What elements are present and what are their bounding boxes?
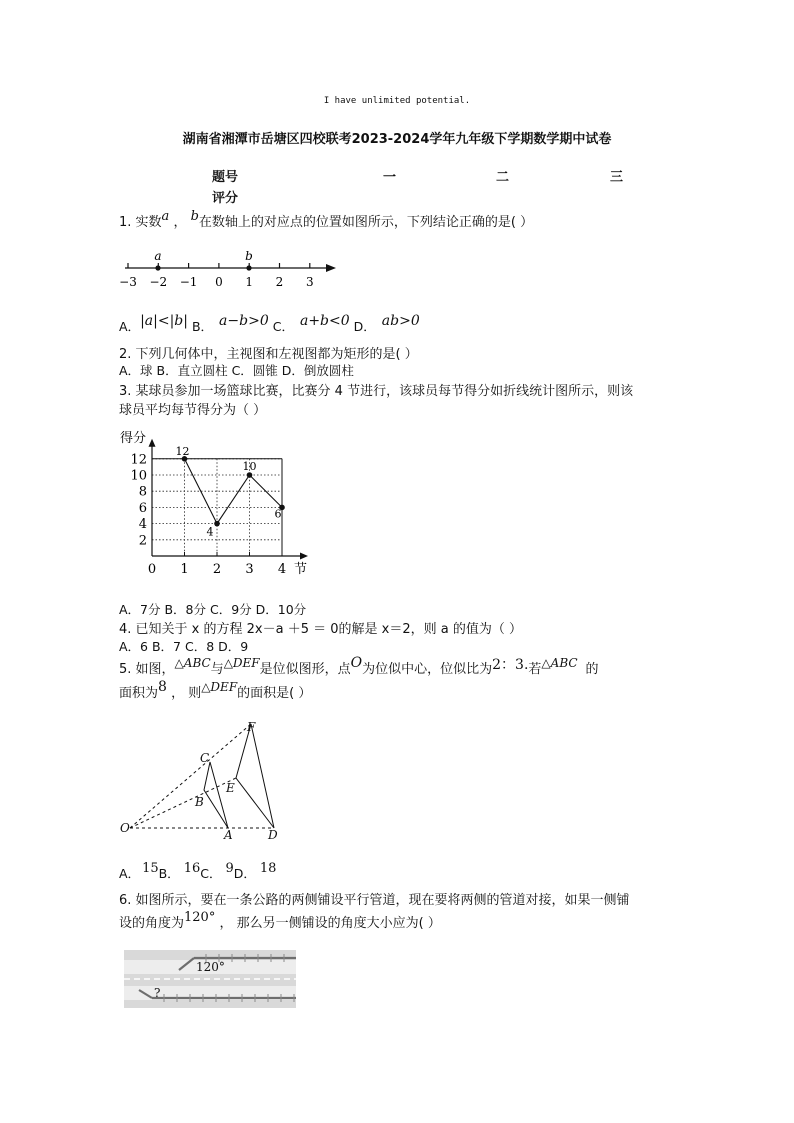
question-2-options: A．球 B．直立圆柱 C．圆锥 D．倒放圆柱 <box>119 363 354 378</box>
q1-comma: ， <box>169 215 187 230</box>
chart-x-tick-label: 1 <box>180 562 189 577</box>
number-line-tick-label: 3 <box>305 275 314 289</box>
chart-tick-labels <box>130 452 286 577</box>
fig-label-f: F <box>247 720 256 734</box>
fig-label-a: A <box>224 828 233 842</box>
q5-l1-mid2: 是位似图形，点 <box>259 662 351 677</box>
q5-option-b-val: 16 <box>183 861 201 876</box>
chart-x-axis-label: 节 <box>294 562 308 577</box>
score-table-col-3: 三 <box>610 170 624 185</box>
q1-option-a-letter: A． <box>119 319 141 334</box>
chart-data-label: 4 <box>206 525 214 539</box>
q5-area: 8 <box>158 679 167 695</box>
chart-x-tick-label: 2 <box>212 562 222 577</box>
q5-option-b-letter: B． <box>158 866 180 881</box>
exam-title: 湖南省湘潭市岳塘区四校联考2023-2024学年九年级下学期数学期中试卷 <box>182 132 612 147</box>
chart-y-tick-label: 2 <box>138 533 147 549</box>
point-b <box>246 265 251 270</box>
question-4-stem: 4. 已知关于 x 的方程 2x－a ＋5 ＝ 0的解是 x＝2，则 a 的值为（ ） <box>119 622 522 637</box>
q5-triangle-def-2: △DEF <box>201 680 238 694</box>
chart-x-tick-label: 0 <box>147 562 157 577</box>
question-6-stem-line-2 <box>119 912 441 931</box>
score-table-col-1: 一 <box>383 170 397 185</box>
number-line-tick-label: 0 <box>215 275 223 289</box>
chart-y-tick-label: 8 <box>138 484 147 500</box>
chart-x-tick-label: 4 <box>277 562 287 577</box>
q5-l1-mid4: 若 <box>528 662 542 677</box>
label-a: a <box>154 249 162 263</box>
fig-label-e: E <box>226 781 235 795</box>
motto: I have unlimited potential. <box>323 96 471 106</box>
chart-grid <box>152 459 282 556</box>
fig-label-o: O <box>120 821 130 835</box>
score-table-header-label: 题号 <box>212 170 239 185</box>
figure-angle-label: 120° <box>196 960 225 974</box>
chart-y-tick-label: 10 <box>130 468 147 484</box>
q6-angle: 120° <box>184 910 216 925</box>
figure-question-mark: ? <box>154 986 161 1000</box>
q1-text-post: 在数轴上的对应点的位置如图所示，下列结论正确的是( ） <box>198 215 534 230</box>
label-b: b <box>245 249 253 263</box>
question-5-stem-line-2 <box>119 679 312 701</box>
chart-x-axis-arrow <box>300 553 308 560</box>
number-line-arrow <box>326 264 336 272</box>
q5-option-d-letter: D． <box>233 866 256 881</box>
question-3-stem-line-2: 球员平均每节得分为（ ） <box>119 403 267 418</box>
question-1-stem <box>119 211 533 230</box>
q6-l2-post: ， 那么另一侧铺设的角度大小应为( ） <box>215 916 441 931</box>
q1-var-b: b <box>190 209 199 224</box>
q1-option-d-expr: ab>0 <box>381 313 420 329</box>
question-3-stem-line-1: 3. 某球员参加一场篮球比赛，比赛分 4 节进行，该球员每节得分如折线统计图所示，则该 <box>119 384 634 399</box>
q5-triangle-def: △DEF <box>223 656 260 670</box>
ray-o-e <box>130 778 236 828</box>
q1-option-b-expr: a−b>0 <box>219 313 269 329</box>
q5-l2-mid: ， 则 <box>166 686 202 701</box>
q5-option-a-val: 15 <box>142 861 159 876</box>
q1-option-c-letter: C． <box>272 319 294 334</box>
pipeline-road-figure <box>124 950 296 1008</box>
fig-label-b: B <box>195 795 204 809</box>
q1-var-a: a <box>161 209 170 224</box>
question-3-options: A．7分 B．8分 C．9分 D．10分 <box>119 602 307 617</box>
number-line-tick-label: −2 <box>149 275 168 289</box>
fig-label-c: C <box>200 751 210 765</box>
q5-l1-end: 的 <box>585 662 599 677</box>
chart-y-axis-arrow <box>149 439 156 447</box>
triangle-def-shape <box>236 724 274 828</box>
chart-data-label: 12 <box>175 444 190 458</box>
q5-option-c-val: 9 <box>225 861 234 876</box>
question-6-stem-line-1: 6. 如图所示，要在一条公路的两侧铺设平行管道，现在要将两侧的管道对接，如果一侧铺 <box>119 893 630 908</box>
question-4-options: A．6 B．7 C．8 D．9 <box>119 639 249 654</box>
chart-y-tick-label: 12 <box>130 452 147 468</box>
q1-option-d-letter: D． <box>353 319 376 334</box>
q6-l2-pre: 设的角度为 <box>119 916 185 931</box>
q5-option-d-val: 18 <box>259 861 277 876</box>
chart-y-axis-label: 得分 <box>120 431 147 446</box>
homothety-figure <box>118 718 298 844</box>
question-5-options <box>119 861 277 882</box>
question-1-options <box>119 313 420 335</box>
ray-o-f <box>130 724 251 828</box>
score-line-chart <box>118 428 318 580</box>
q1-option-a-expr: |a|<|b| <box>140 313 188 329</box>
number-line-tick-label: 2 <box>275 275 284 289</box>
number-line-tick-label: 1 <box>245 275 254 289</box>
question-5-stem-line-1 <box>119 655 599 678</box>
chart-y-tick-label: 4 <box>138 517 147 533</box>
chart-axes <box>149 439 309 560</box>
fig-label-d: D <box>268 828 278 842</box>
number-line-tick-label: −3 <box>119 275 137 289</box>
q5-option-c-letter: C． <box>200 866 222 881</box>
score-table-row-label: 评分 <box>212 191 239 206</box>
q5-l1-mid1: 与 <box>210 662 224 677</box>
number-line-ticks <box>119 263 313 289</box>
chart-data-point <box>247 472 253 478</box>
q5-triangle-abc: △ABC <box>174 656 211 670</box>
q5-triangle-abc-2: △ABC <box>541 656 578 670</box>
q1-option-c-expr: a+b<0 <box>299 313 350 329</box>
chart-data-label: 6 <box>274 507 282 521</box>
q5-l2-pre: 面积为 <box>119 686 159 701</box>
triangle-abc-shape <box>204 762 228 828</box>
q5-l1-mid3: 为位似中心，位似比为 <box>362 662 493 677</box>
chart-data-label: 10 <box>242 460 257 473</box>
q1-option-b-letter: B． <box>191 319 214 334</box>
q5-ratio: 2：3. <box>492 657 529 673</box>
number-line <box>120 244 350 294</box>
q5-option-a-letter: A． <box>119 866 141 881</box>
q5-l1-pre: 5. 如图， <box>119 662 175 677</box>
q5-point-o: O <box>350 655 363 671</box>
chart-y-tick-label: 6 <box>138 500 147 516</box>
q1-text-pre: 1. 实数 <box>119 215 162 230</box>
chart-data-point <box>214 521 220 527</box>
question-2-stem: 2. 下列几何体中，主视图和左视图都为矩形的是( ） <box>119 347 418 362</box>
score-table-col-2: 二 <box>496 170 510 185</box>
chart-x-tick-label: 3 <box>245 562 254 577</box>
q5-l2-end: 的面积是( ） <box>237 686 312 701</box>
number-line-tick-label: −1 <box>179 275 198 289</box>
point-a <box>155 265 160 270</box>
